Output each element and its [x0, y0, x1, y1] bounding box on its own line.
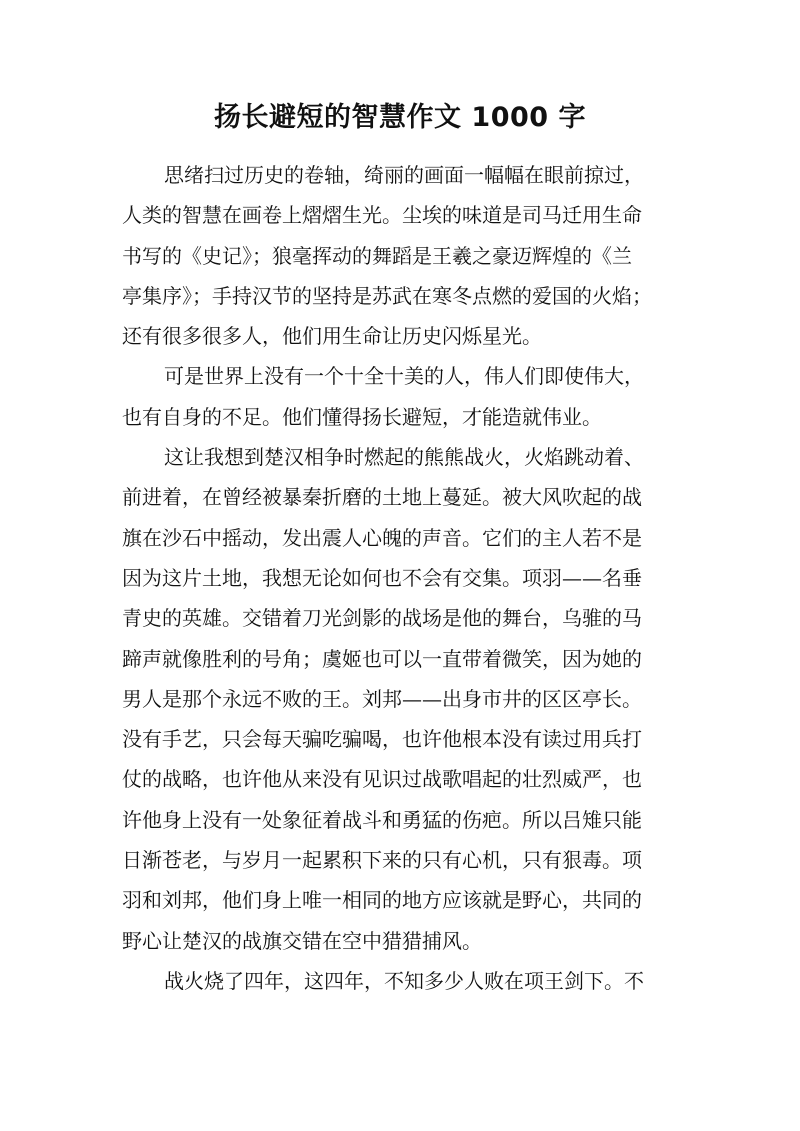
text-line: 书写的《史记》；狼毫挥动的舞蹈是王羲之豪迈辉煌的《兰: [122, 243, 632, 268]
text-line: 还有很多很多人，他们用生命让历史闪烁星光。: [122, 324, 542, 349]
text-line: 人类的智慧在画卷上熠熠生光。尘埃的味道是司马迁用生命: [122, 203, 642, 228]
document-body: [122, 155, 682, 1001]
text-line: 野心让楚汉的战旗交错在空中猎猎捕风。: [122, 928, 482, 953]
paragraph-1: [122, 155, 682, 356]
text-line: 青史的英雄。交错着刀光剑影的战场是他的舞台，乌骓的马: [122, 606, 642, 631]
text-line: 前进着，在曾经被暴秦折磨的土地上蔓延。被大风吹起的战: [122, 485, 642, 510]
text-line: 战火烧了四年，这四年，不知多少人败在项王剑下。不: [164, 968, 644, 993]
text-line: 日渐苍老，与岁月一起累积下来的只有心机，只有狠毒。项: [122, 848, 642, 873]
paragraph-2: [122, 356, 682, 437]
text-line: 思绪扫过历史的卷轴，绮丽的画面一幅幅在眼前掠过，: [164, 163, 644, 187]
text-line: 羽和刘邦，他们身上唯一相同的地方应该就是野心，共同的: [122, 888, 642, 913]
text-line: 也有自身的不足。他们懂得扬长避短，才能造就伟业。: [122, 404, 602, 429]
paragraph-4: [122, 961, 682, 1001]
text-line: 仗的战略，也许他从来没有见识过战歌唱起的壮烈威严，也: [122, 767, 642, 792]
text-line: 亭集序》；手持汉节的坚持是苏武在寒冬点燃的爱国的火焰；: [122, 283, 652, 308]
text-line: 旗在沙石中摇动，发出震人心魄的声音。它们的主人若不是: [122, 525, 642, 550]
paragraph-3: [122, 437, 682, 961]
text-line: 因为这片土地，我想无论如何也不会有交集。项羽——名垂: [122, 565, 642, 590]
text-line: 这让我想到楚汉相争时燃起的熊熊战火，火焰跳动着、: [164, 445, 644, 470]
text-line: 可是世界上没有一个十全十美的人，伟人们即使伟大，: [164, 364, 644, 389]
text-line: 许他身上没有一处象征着战斗和勇猛的伤疤。所以吕雉只能: [122, 807, 642, 832]
text-line: 蹄声就像胜利的号角；虞姬也可以一直带着微笑，因为她的: [122, 646, 642, 671]
text-line: 男人是那个永远不败的王。刘邦——出身市井的区区亭长。: [122, 686, 642, 711]
text-line: 没有手艺，只会每天骗吃骗喝，也许他根本没有读过用兵打: [122, 727, 642, 752]
document-title: 扬长避短的智慧作文 1000 字: [214, 102, 586, 133]
